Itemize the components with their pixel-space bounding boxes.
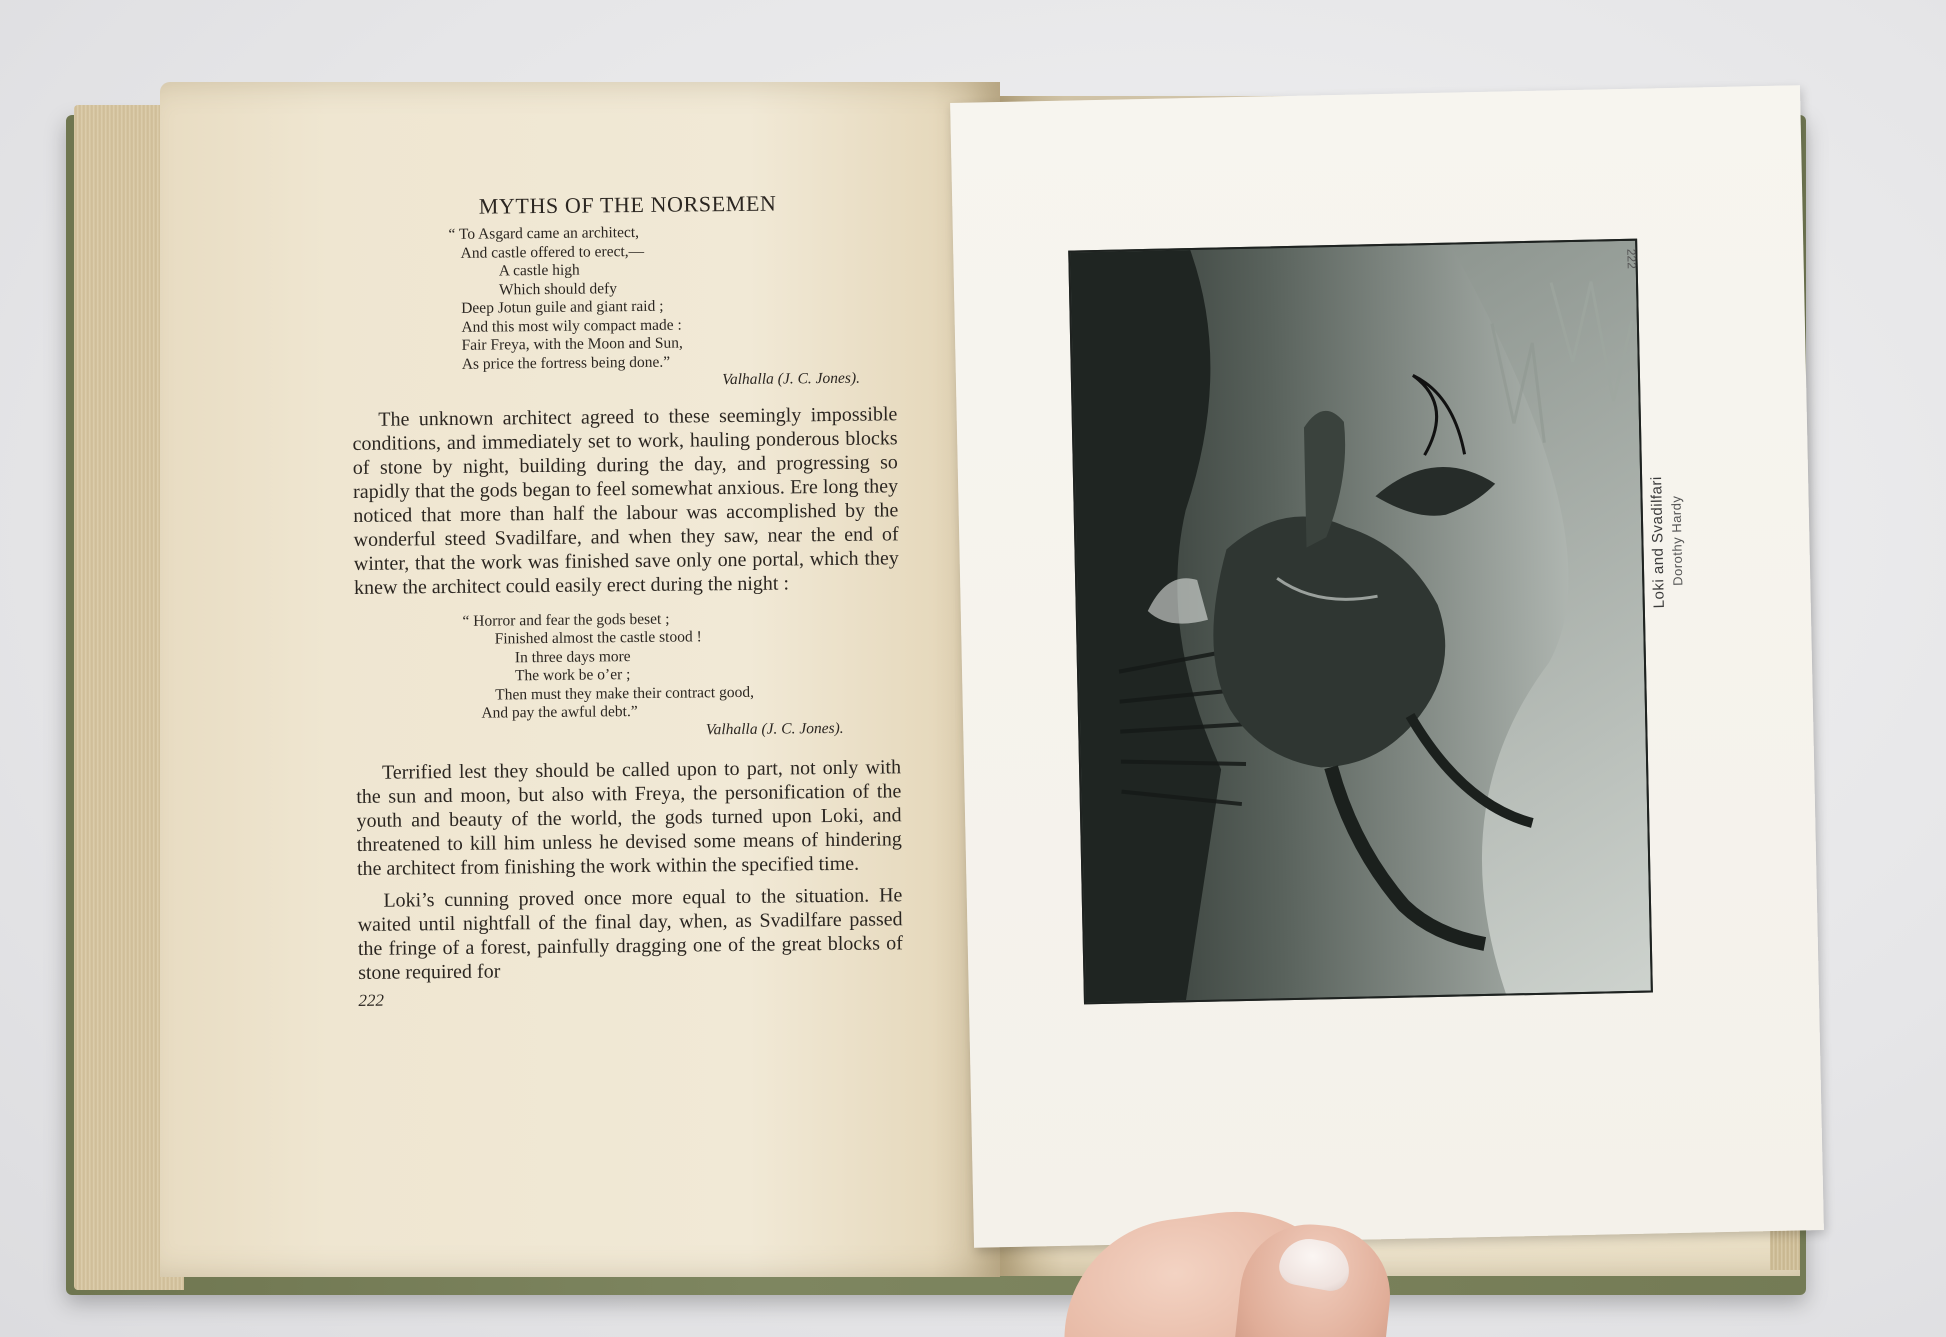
verse-line: “ Horror and fear the gods beset ;: [462, 610, 670, 630]
plate-page-ref: 222: [1624, 248, 1639, 269]
verse-2: [462, 608, 883, 742]
verse-line: As price the fortress being done.”: [461, 353, 671, 373]
plate-artist: Dorothy Hardy: [1668, 495, 1686, 587]
paragraph-1: The unknown architect agreed to these seemingly impossible conditions, and immediately set to work, hauling ponderous blocks of stone by night, building during the day, and progressing so rapidly that the gods began to feel somewhat anxious. Ere long they noticed that more than half the labour was accomplished by the wonderful steed Svadilfare, and when they saw, near the end of winter, that the work was finished save only one portal, which they knew the architect could easily erect during the night :: [352, 402, 899, 599]
plate-title: Loki and Svadilfari: [1648, 476, 1668, 609]
verse-line: And castle offered to erect,—: [460, 242, 645, 262]
verse-citation: Valhalla (J. C. Jones).: [705, 719, 844, 738]
running-head: MYTHS OF THE NORSEMEN: [478, 190, 777, 219]
plate-caption: [1648, 476, 1743, 749]
verse-line: A castle high: [498, 261, 580, 280]
verse-line: Which should defy: [498, 279, 618, 298]
paragraph-3: Loki’s cunning proved once more equal to the situation. He waited until nightfall of the final day, when, as Svadilfare passed the fringe of a forest, painfully dragging one of the great blocks of stone required for: [357, 884, 903, 984]
paragraph-2: Terrified lest they should be called upon to part, not only with the sun and moon, but also with Freya, the personification of the youth and beauty of the world, the gods turned upon Loki, and threatened to kill him unless he devised some means of hindering the architect from finishing the work within the specified time.: [356, 756, 902, 880]
page-number: 222: [358, 990, 385, 1010]
loki-and-svadilfari-illustration: [1070, 241, 1651, 1003]
verse-line: The work be o’er ;: [514, 666, 631, 685]
verse-line: Then must they make their contract good,: [495, 683, 755, 704]
left-page-text: [350, 189, 904, 1011]
illustration-image: [1068, 239, 1653, 1005]
verse-line: Deep Jotun guile and giant raid ;: [461, 297, 664, 317]
verse-line: Finished almost the castle stood !: [494, 628, 702, 648]
verse-line: And pay the awful debt.”: [481, 703, 638, 722]
verse-line: “ To Asgard came an architect,: [448, 223, 640, 243]
illustration-plate: [950, 85, 1824, 1248]
verse-citation: Valhalla (J. C. Jones).: [722, 369, 861, 389]
verse-1: [448, 221, 880, 392]
verse-line: Fair Freya, with the Moon and Sun,: [461, 334, 683, 354]
verse-line: In three days more: [514, 647, 631, 666]
verse-line: And this most wily compact made :: [461, 316, 682, 336]
